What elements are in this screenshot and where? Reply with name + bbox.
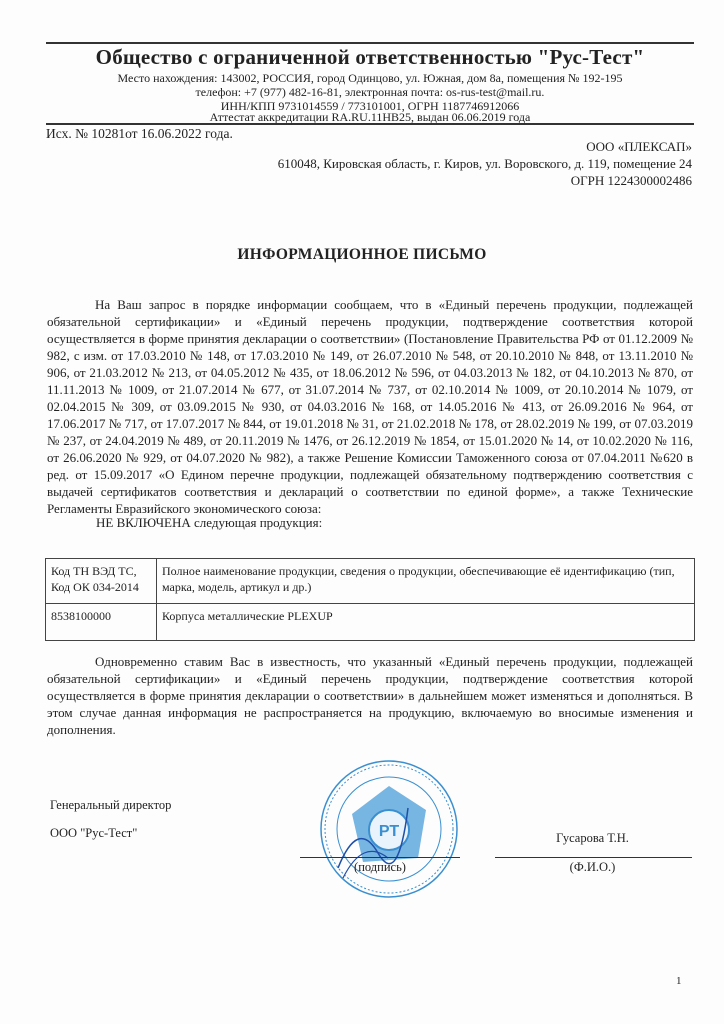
recipient-ogrn: ОГРН 1224300002486: [570, 173, 692, 188]
letterhead-registration: ИНН/КПП 9731014559 / 773101001, ОГРН 1187746912066: [220, 99, 520, 113]
signer-position: Генеральный директор: [50, 798, 172, 812]
table-row: [46, 604, 695, 641]
letterhead-bottom-rule: [46, 123, 694, 125]
outgoing-reference: Исх. № 10281от 16.06.2022 года.: [46, 126, 233, 141]
header-code: Код ТН ВЭД ТС, Код ОК 034-2014: [46, 559, 157, 604]
cell-product-name: Корпуса металлические PLEXUP: [157, 604, 695, 641]
recipient-block: [278, 138, 692, 189]
svg-text:РТ: РТ: [378, 823, 400, 840]
body-paragraph-1-text: На Ваш запрос в порядке информации сообщаем, что в «Единый перечень продукции, подлежащей обязательной сертификации» и «Единый перечень продукции, подтверждение соответствия которой осуществляется в форме принятия декларации о соответствии» (Постановление Правительства РФ от 01.12.2009 № 982, с изм. от 17.03.2010 № 148, от 17.03.2010 № 149, от 26.07.2010 № 548, от 20.10.2010 № 848, от 13.11.2010 № 906, от 21.03.2012 № 213, от 04.05.2012 № 435, от 18.06.2012 № 596, от 04.03.2013 № 182, от 04.10.2013 № 870, от 11.11.2013 № 1009, от 21.07.2014 № 677, от 31.07.2014 № 737, от 02.10.2014 № 1009, от 20.10.2014 № 1079, от 02.04.2015 № 309, от 03.09.2015 № 930, от 04.03.2016 № 168, от 14.05.2016 № 413, от 26.09.2016 № 964, от 17.06.2017 № 717, от 17.07.2017 № 844, от 19.01.2018 № 31, от 21.02.2018 № 178, от 28.02.2019 № 199, от 07.03.2019 № 237, от 24.04.2019 № 489, от 20.11.2019 № 1476, от 26.12.2019 № 1854, от 15.01.2020 № 14, от 10.02.2020 № 116, от 26.06.2020 № 929, от 04.07.2020 № 982), а также Решение Комиссии Таможенного союза от 07.04.2011 №620 в ред. от 15.09.2017 «О Едином перечне продукции, подлежащей обязательному подтверждению соответствия с выдачей сертификатов соответствия и деклараций о соответствии по единой форме», а также Технические Регламенты Евразийского экономического союза:: [47, 297, 693, 516]
signature-line: [300, 857, 460, 858]
recipient-name: ООО «ПЛЕКСАП»: [586, 139, 692, 154]
recipient-address: 610048, Кировская область, г. Киров, ул. Воровского, д. 119, помещение 24: [277, 156, 692, 171]
header-product-name: Полное наименование продукции, сведения о продукции, обеспечивающие её идентификацию (тип, марка, модель, артикул и др.): [157, 559, 695, 604]
name-line: [495, 857, 692, 858]
not-included-heading: НЕ ВКЛЮЧЕНА следующая продукция:: [96, 515, 323, 530]
letterhead-org-name: Общество с ограниченной ответственностью "Рус-Тест": [95, 45, 645, 69]
body-paragraph-2: [47, 653, 693, 738]
signer-name: Гусарова Т.Н.: [556, 831, 629, 845]
product-table: [45, 558, 695, 641]
letterhead-contacts: телефон: +7 (977) 482-16-81, электронная почта: os-rus-test@mail.ru.: [195, 85, 545, 99]
cell-code: 8538100000: [46, 604, 157, 641]
table-header-row: [46, 559, 695, 604]
signature-caption: (подпись): [354, 860, 406, 874]
signer-company: ООО "Рус-Тест": [50, 826, 138, 840]
letterhead-accreditation: Аттестат аккредитации RA.RU.11НВ25, выдан 06.06.2019 года: [209, 110, 531, 124]
body-paragraph-1: [47, 296, 693, 517]
body-paragraph-2-text: Одновременно ставим Вас в известность, что указанный «Единый перечень продукции, подлежащей обязательной сертификации» и «Единый перечень продукции, подтверждение соответствия которой осуществляется в форме принятия декларации о соответствии» в дальнейшем может изменяться и дополняться. В этом случае данная информация не распространяется на продукцию, включаемую во вносимые изменения и дополнения.: [47, 654, 693, 737]
name-caption: (Ф.И.О.): [569, 860, 616, 874]
page-number: 1: [676, 975, 682, 987]
company-stamp-icon: [318, 758, 460, 900]
letterhead-address: Место нахождения: 143002, РОССИЯ, город Одинцово, ул. Южная, дом 8а, помещения № 192-195: [117, 71, 623, 85]
document-title: ИНФОРМАЦИОННОЕ ПИСЬМО: [237, 246, 487, 263]
